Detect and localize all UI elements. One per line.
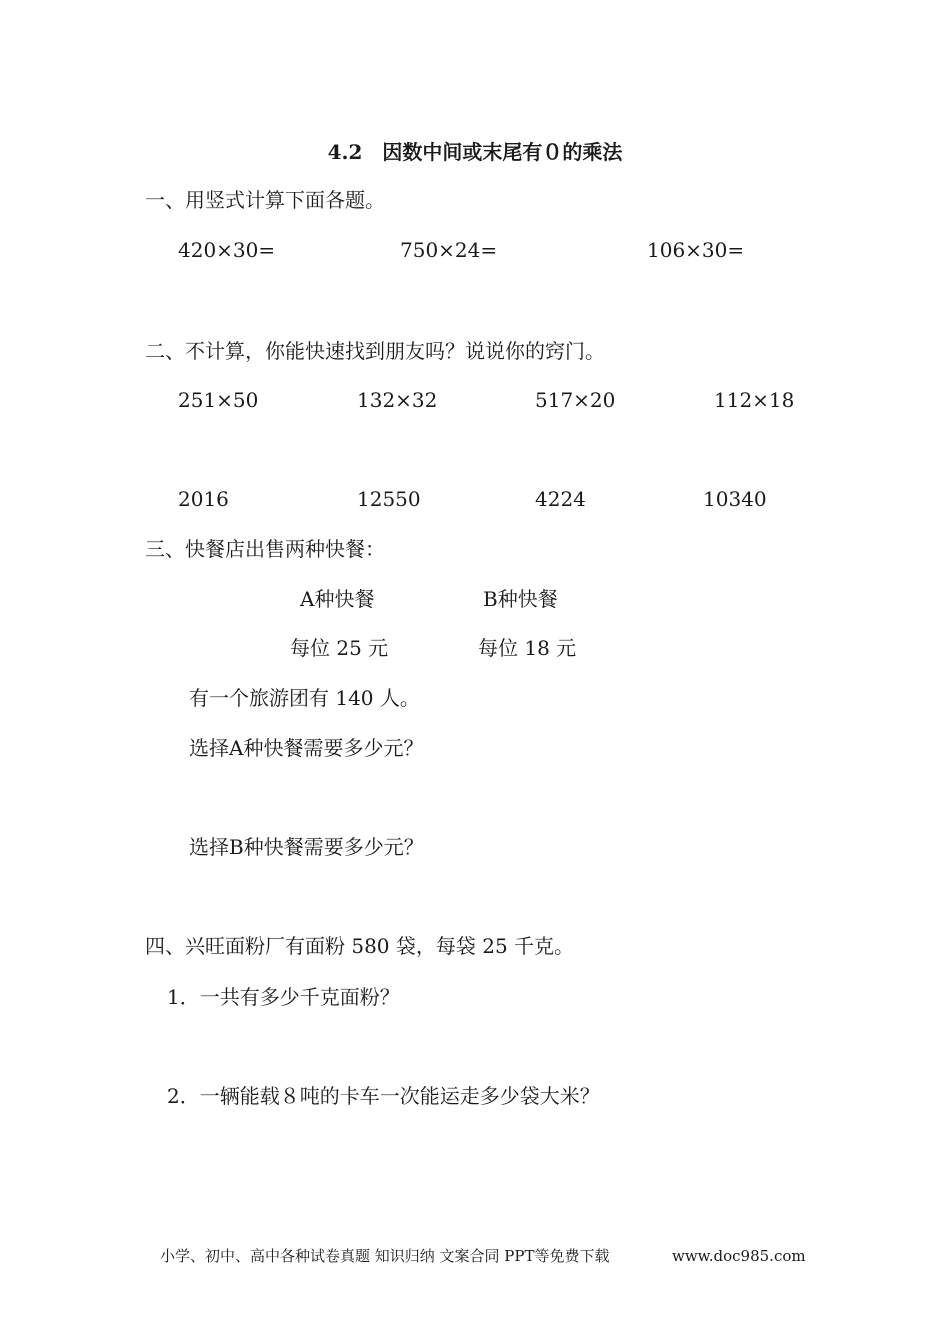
section-3-heading: 三、快餐店出售两种快餐： — [145, 537, 385, 561]
footer-text: 小学、初中、高中各种试卷真题 知识归纳 文案合同 PPT等免费下载 — [160, 1247, 610, 1265]
section-4-heading: 四、兴旺面粉厂有面粉 580 袋，每袋 25 千克。 — [145, 934, 575, 958]
section-1-heading: 一、用竖式计算下面各题。 — [145, 188, 385, 212]
answer-2: 12550 — [357, 487, 421, 511]
meal-a-name: A种快餐 — [300, 587, 375, 611]
problem-3: 106×30= — [647, 238, 745, 262]
expression-2: 132×32 — [357, 388, 438, 412]
expression-3: 517×20 — [535, 388, 616, 412]
section-2-heading: 二、不计算，你能快速找到朋友吗？说说你的窍门。 — [145, 339, 605, 363]
answer-4: 10340 — [703, 487, 767, 511]
question-meal-b: 选择B种快餐需要多少元？ — [189, 835, 424, 859]
meal-b-price: 每位 18 元 — [478, 636, 577, 660]
expression-4: 112×18 — [714, 388, 795, 412]
meal-b-name: B种快餐 — [483, 587, 558, 611]
problem-2: 750×24= — [400, 238, 498, 262]
footer-url[interactable]: www.doc985.com — [672, 1247, 806, 1265]
answer-1: 2016 — [178, 487, 229, 511]
problem-1: 420×30= — [178, 238, 276, 262]
expression-1: 251×50 — [178, 388, 259, 412]
page-title: 4.2 因数中间或末尾有０的乘法 — [327, 140, 623, 164]
answer-3: 4224 — [535, 487, 586, 511]
question-meal-a: 选择A种快餐需要多少元？ — [189, 736, 424, 760]
question-truck-bags: 2．一辆能载８吨的卡车一次能运走多少袋大米？ — [167, 1084, 600, 1108]
tour-group-info: 有一个旅游团有 140 人。 — [189, 686, 420, 710]
meal-a-price: 每位 25 元 — [290, 636, 389, 660]
question-total-flour: 1．一共有多少千克面粉？ — [167, 985, 400, 1009]
